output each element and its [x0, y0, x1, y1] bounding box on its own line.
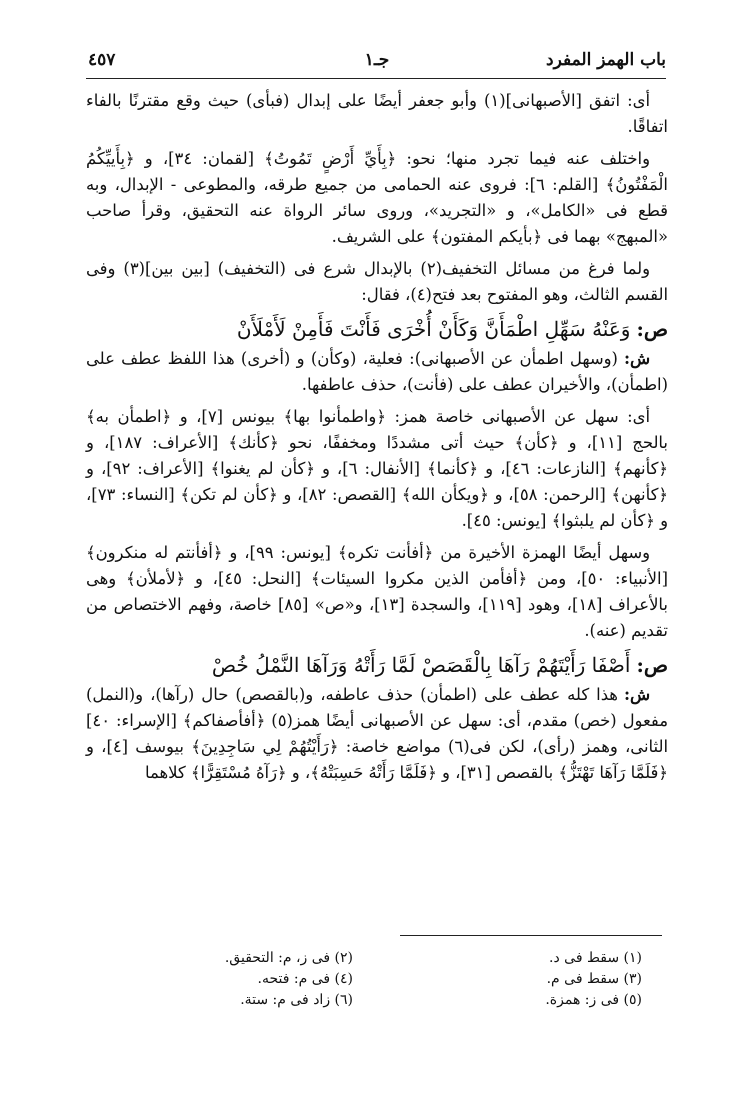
- paragraph: [86, 88, 668, 140]
- verse-line: [86, 314, 668, 344]
- paragraph-text: هذا كله عطف على (اطمأن) حذف عاطفه، و(بالقصص) حال (رآها)، و(النمل) مفعول (خص) مقدم، أى: سهل عن الأصبهانى أيضًا همز(٥) ﴿أفأصفاكم﴾ [الإسراء: ٤٠] الثانى، وهمز (رأى)، لكن فى(٦) مواضع خاصة: ﴿رَأَيْتُهُمْ لِي سَاجِدِينَ﴾ بيوسف [٤]، و ﴿فَلَمَّا رَآهَا تَهْتَزُّ﴾ بالقصص [٣١]، و ﴿فَلَمَّا رَأَتْهُ حَسِبَتْهُ﴾، و ﴿رَآهُ مُسْتَقِرًّا﴾ كلاهما: [86, 685, 669, 782]
- paragraph: [86, 404, 668, 534]
- paragraph-text: أَصْفَا رَأَيْتَهُمْ رَآهَا بِالْقَصَصْ لَمَّا رَأَتْهُ وَرَآهَا النَّمْلُ خُصْ: [211, 653, 631, 677]
- paragraph: [86, 682, 668, 786]
- paragraph-text: وسهل أيضًا الهمزة الأخيرة من ﴿أفأنت تكره﴾ [يونس: ٩٩]، و ﴿أفأنتم له منكرون﴾ [الأنبياء: ٥٠]، ومن ﴿أفأمن الذين مكروا السيئات﴾ [النحل: ٤٥]، و ﴿لأملأن﴾ وهى بالأعراف [١٨]، وهود [١١٩]، والسجدة [١٣]، و«ص» [٨٥] خاصة، وفهم الاختصاص من تقديم (عنه).: [86, 543, 668, 640]
- chapter-title: باب الهمز المفرد: [546, 50, 666, 70]
- paragraph: [86, 146, 668, 250]
- footnote-row: [86, 948, 664, 969]
- section-marker: ش:: [623, 349, 650, 368]
- footnote: (٣) سقط فى م.: [546, 971, 642, 987]
- footnote: (١) سقط فى د.: [549, 950, 642, 966]
- paragraph: [86, 346, 668, 398]
- footnote: (٦) زاد فى م: ستة.: [240, 992, 353, 1008]
- paragraph-text: واختلف عنه فيما تجرد منها؛ نحو: ﴿بِأَيِّ أَرْضٍ تَمُوتُ﴾ [لقمان: ٣٤]، و ﴿بِأَييِّكُمُ الْمَفْتُونُ﴾ [القلم: ٦]: فروى عنه الحمامى من جميع طرقه، والمطوعى - الإبدال، وبه قطع فى «الكامل»، و «التجريد»، وروى سائر الرواة عنه التحقيق، وقرأ صاحب «المبهج» بهما فى ﴿بأيكم المفتون﴾ على الشريف.: [86, 149, 668, 246]
- paragraph-text: أى: سهل عن الأصبهانى خاصة همز: ﴿واطمأنوا بها﴾ بيونس [٧]، و ﴿اطمأن به﴾ بالحج [١١]، و ﴿كأن﴾ حيث أتى مشددًا ومخففًا، نحو ﴿كأنك﴾ [الأعراف: ١٨٧]، و ﴿كأنهم﴾ [النازعات: ٤٦]، و ﴿كأنما﴾ [الأنفال: ٦]، و ﴿كأن لم يغنوا﴾ [الأعراف: ٩٢]، و ﴿كأنهن﴾ [الرحمن: ٥٨]، و ﴿ويكأن الله﴾ [القصص: ٨٢]، و ﴿كأن لم تكن﴾ [النساء: ٧٣]، و ﴿كأن لم يلبثوا﴾ [يونس: ٤٥].: [86, 407, 668, 530]
- page-number: ٤٥٧: [88, 50, 116, 70]
- footnote-row: [86, 990, 664, 1011]
- main-text: [86, 88, 668, 792]
- paragraph: [86, 540, 668, 644]
- volume-label: جـ١: [364, 50, 390, 70]
- paragraph-text: (وسهل اطمأن عن الأصبهانى): فعلية، (وكأن) و (أخرى) هذا اللفظ عطف على (اطمأن)، والأخيران عطف على (فأنت)، حذف عاطفها.: [86, 349, 668, 394]
- footnotes: [86, 948, 664, 1011]
- footnote-rule: [400, 935, 662, 936]
- section-marker: ص:: [636, 317, 668, 341]
- page-header: [88, 50, 666, 80]
- section-marker: ص:: [636, 653, 668, 677]
- paragraph-text: وَعَنْهُ سَهِّلِ اطْمَأَنَّ وَكَأَنْ أُخْرَى فَأَنْتَ فَأَمِنْ لَأَمْلَأَنْ: [236, 317, 631, 341]
- paragraph: [86, 256, 668, 308]
- footnote: (٢) فى ز، م: التحقيق.: [224, 950, 353, 966]
- verse-line: [86, 650, 668, 680]
- header-rule: [86, 78, 666, 79]
- section-marker: ش:: [623, 685, 650, 704]
- footnote-row: [86, 969, 664, 990]
- footnote: (٥) فى ز: همزة.: [545, 992, 642, 1008]
- paragraph-text: أى: اتفق [الأصبهانى](١) وأبو جعفر أيضًا على إبدال (فبأى) حيث وقع مقترنًا بالفاء اتفاقًا.: [86, 91, 668, 136]
- footnote: (٤) فى م: فتحه.: [257, 971, 353, 987]
- paragraph-text: ولما فرغ من مسائل التخفيف(٢) بالإبدال شرع فى (التخفيف) [بين بين](٣) وفى القسم الثالث، وهو المفتوح بعد فتح(٤)، فقال:: [86, 259, 668, 304]
